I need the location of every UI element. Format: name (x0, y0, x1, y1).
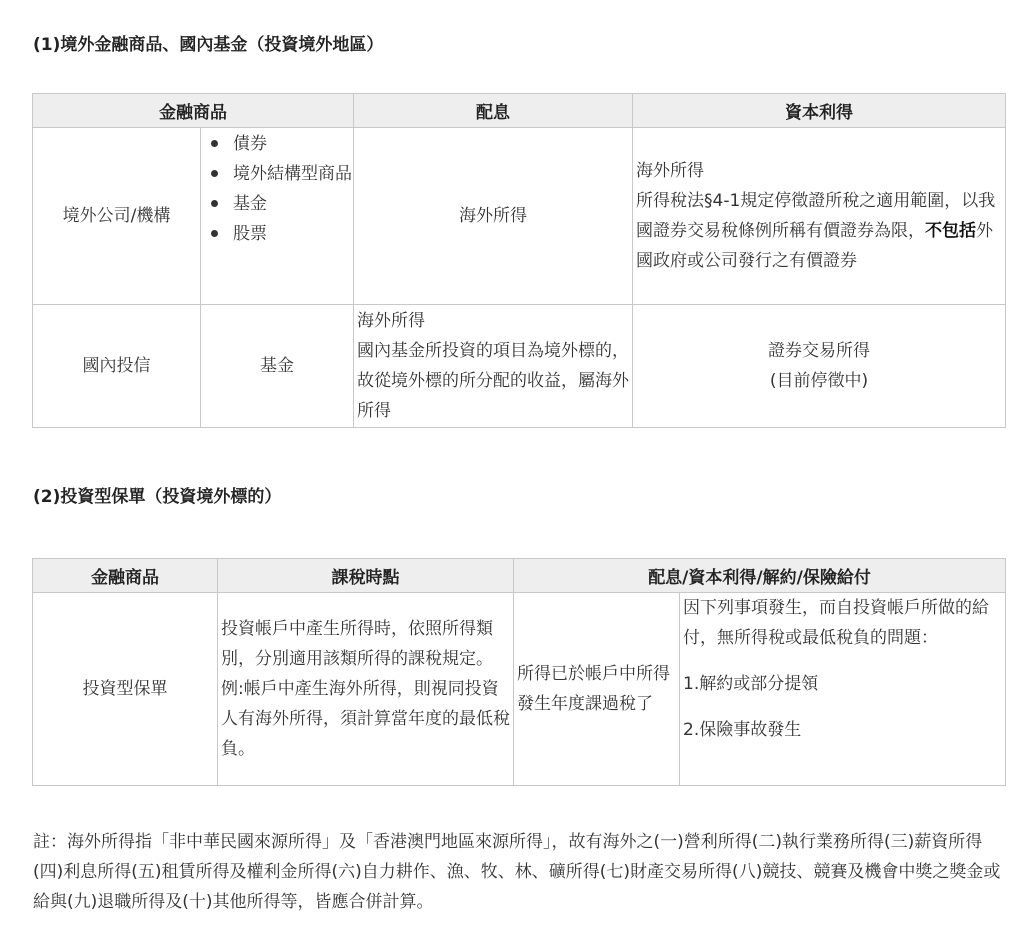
payout-item: 2.保險事故發生 (683, 720, 802, 740)
spacer (683, 653, 1002, 669)
list-item: 境外結構型商品 (233, 159, 353, 189)
table-row (33, 593, 1006, 786)
insurance-policy-table (32, 558, 1006, 786)
header-capital-gain: 資本利得 (633, 94, 1006, 128)
tax-timing-example: 例:帳戶中產生海外所得，則視同投資人有海外所得，須計算當年度的最低稅負。 (221, 679, 510, 759)
row-label-domestic-trust: 國內投信 (33, 305, 201, 428)
taxed-note-cell: 所得已於帳戶中所得發生年度課過稅了 (514, 593, 680, 786)
tax-timing-rule: 投資帳戶中產生所得時，依照所得類別，分別適用該類所得的課稅規定。 (221, 619, 493, 669)
header-tax-timing: 課稅時點 (218, 559, 514, 593)
tax-timing-cell (218, 593, 514, 786)
header-dividend: 配息 (354, 94, 633, 128)
capital-gain-bold-text: 不包括 (925, 221, 976, 241)
row-label-investment-policy: 投資型保單 (33, 593, 218, 786)
list-item: 股票 (233, 219, 353, 249)
product-list (201, 129, 353, 249)
capital-gain-cell (633, 128, 1006, 305)
payout-intro: 因下列事項發生，而自投資帳戶所做的給付，無所得稅或最低稅負的問題： (683, 598, 989, 648)
row-label-overseas-institution: 境外公司/機構 (33, 128, 201, 305)
dividend-body: 國內基金所投資的項目為境外標的，故從境外標的所分配的收益，屬海外所得 (357, 341, 629, 421)
list-item: 基金 (233, 189, 353, 219)
capital-gain-text: 所得稅法§4-1規定停徵證所稅之適用範圍，以我國證券交易稅條例所稱有價證券為限， (636, 191, 996, 241)
payout-item: 1.解約或部分提領 (683, 674, 819, 694)
table-header-row (33, 94, 1006, 128)
spacer (683, 699, 1002, 715)
capital-gain-title: 海外所得 (636, 161, 704, 181)
capital-gain-text-end: 外國政府或公司發行之有價證券 (636, 221, 993, 271)
table-row (33, 305, 1006, 428)
product-list-cell (201, 128, 354, 305)
list-item: 債券 (233, 129, 353, 159)
table-row (33, 128, 1006, 305)
section1-heading: (1)境外金融商品、國內基金（投資境外地區） (33, 35, 384, 55)
dividend-title: 海外所得 (357, 311, 425, 331)
capital-gain-title: 證券交易所得 (768, 341, 870, 361)
capital-gain-body (636, 186, 1002, 276)
payout-cell (680, 593, 1006, 786)
dividend-cell: 海外所得 (354, 128, 633, 305)
product-fund: 基金 (201, 305, 354, 428)
footnote: 註：海外所得指「非中華民國來源所得」及「香港澳門地區來源所得」，故有海外之(一)營利所得(二)執行業務所得(三)薪資所得(四)利息所得(五)租賃所得及權利金所得(六)自力耕作、漁、牧、林、礦所得(七)財產交易所得(八)競技、競賽及機會中獎之獎金或給與(九)退職所得及(十)其他所得等，皆應合併計算。 (33, 832, 1001, 912)
dividend-cell (354, 305, 633, 428)
capital-gain-cell (633, 305, 1006, 428)
header-product: 金融商品 (33, 559, 218, 593)
section2-heading: (2)投資型保單（投資境外標的） (33, 487, 282, 507)
header-product: 金融商品 (33, 94, 354, 128)
capital-gain-status: (目前停徵中) (769, 371, 869, 391)
overseas-products-table (32, 93, 1006, 428)
header-payout: 配息/資本利得/解約/保險給付 (514, 559, 1006, 593)
table-header-row (33, 559, 1006, 593)
